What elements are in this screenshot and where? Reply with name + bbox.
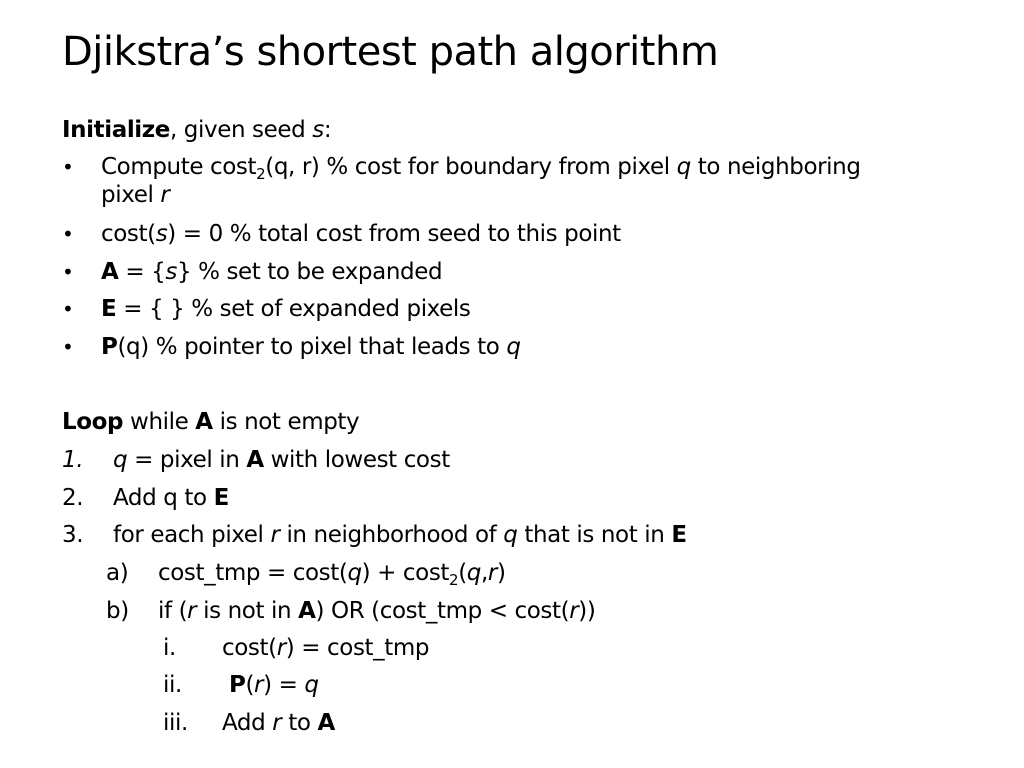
step-number: i. — [163, 635, 176, 661]
text: (q) % pointer to pixel that leads to — [117, 334, 507, 360]
text: Compute cost — [101, 154, 257, 180]
var-q: q — [304, 672, 319, 698]
var-r: r — [160, 182, 170, 208]
text: (q, r) % cost for boundary from pixel — [265, 154, 677, 180]
loop-label: Loop — [62, 409, 124, 435]
seed-variable: s — [312, 117, 324, 143]
initialize-text: , given seed — [169, 117, 313, 143]
subscript: 2 — [449, 571, 459, 589]
text: ) = 0 % total cost from seed to this point — [167, 221, 621, 247]
text: ( — [245, 672, 255, 698]
text: ( — [458, 560, 467, 586]
bullet-compute-cost-cont — [101, 180, 169, 210]
step-text — [158, 558, 506, 588]
text: to neighboring — [690, 154, 861, 180]
step-number: 2. — [62, 485, 84, 511]
text: to — [281, 710, 318, 736]
var-q: q — [506, 334, 521, 360]
text: pixel — [101, 182, 161, 208]
bullet-icon: • — [62, 335, 74, 359]
text: is not in — [196, 598, 299, 624]
text: = { } % set of expanded pixels — [116, 296, 471, 322]
text: cost_tmp = cost( — [158, 560, 348, 586]
step-text — [222, 708, 335, 738]
text: = pixel in — [127, 447, 247, 473]
text: with lowest cost — [263, 447, 450, 473]
loop-line — [62, 407, 359, 437]
pointer-p: P — [101, 334, 118, 360]
bullet-icon: • — [62, 155, 74, 179]
bullet-set-a — [101, 257, 442, 287]
var-q: q — [503, 522, 518, 548]
var-r: r — [272, 710, 282, 736]
step-text — [158, 596, 595, 626]
set-a: A — [246, 447, 264, 473]
step-number: iii. — [163, 710, 188, 736]
set-e: E — [101, 296, 117, 322]
text: Add q to — [113, 485, 214, 511]
set-a: A — [317, 710, 335, 736]
text: )) — [578, 598, 596, 624]
set-e: E — [671, 522, 687, 548]
text: while — [123, 409, 196, 435]
text: ) = cost_tmp — [285, 635, 430, 661]
initialize-colon: : — [323, 117, 332, 143]
bullet-icon: • — [62, 297, 74, 321]
initialize-line — [62, 115, 331, 145]
text: in neighborhood of — [279, 522, 504, 548]
var-q: q — [676, 154, 691, 180]
text: = { — [118, 259, 166, 285]
text: ) OR (cost_tmp < cost( — [315, 598, 570, 624]
set-a: A — [101, 259, 119, 285]
step-number: a) — [106, 560, 129, 586]
set-a: A — [195, 409, 213, 435]
text: ) = — [263, 672, 305, 698]
var-q: q — [113, 447, 128, 473]
var-r: r — [276, 635, 286, 661]
text: } % set to be expanded — [176, 259, 443, 285]
step-text — [222, 633, 429, 663]
step-number: ii. — [163, 672, 182, 698]
text: is not empty — [212, 409, 360, 435]
var-q: q — [347, 560, 362, 586]
subscript: 2 — [256, 165, 266, 183]
pointer-p: P — [229, 672, 246, 698]
var-r: r — [569, 598, 579, 624]
set-e: E — [213, 485, 229, 511]
var-r: r — [187, 598, 197, 624]
text: for each pixel — [113, 522, 271, 548]
step-text — [113, 483, 229, 513]
step-text — [113, 520, 687, 550]
bullet-cost-init — [101, 219, 621, 249]
step-text — [113, 445, 450, 475]
step-text — [229, 670, 319, 700]
bullet-set-e — [101, 294, 471, 324]
step-number: 3. — [62, 522, 84, 548]
step-number: b) — [106, 598, 129, 624]
text: , — [480, 560, 488, 586]
bullet-compute-cost — [101, 152, 861, 182]
bullet-icon: • — [62, 260, 74, 284]
text: ) — [496, 560, 506, 586]
text: if ( — [158, 598, 188, 624]
bullet-icon: • — [62, 222, 74, 246]
var-r: r — [254, 672, 264, 698]
var-r: r — [487, 560, 497, 586]
var-s: s — [155, 221, 168, 247]
set-a: A — [298, 598, 316, 624]
slide-title: Djikstra’s shortest path algorithm — [62, 29, 719, 75]
text: cost( — [101, 221, 156, 247]
text: Add — [222, 710, 273, 736]
bullet-pointer-p — [101, 332, 521, 362]
var-q: q — [466, 560, 481, 586]
var-s: s — [165, 259, 177, 285]
text: ) + cost — [361, 560, 450, 586]
step-number: 1. — [62, 447, 84, 473]
text: cost( — [222, 635, 277, 661]
initialize-label: Initialize — [62, 117, 170, 143]
var-r: r — [270, 522, 280, 548]
text: that is not in — [517, 522, 672, 548]
